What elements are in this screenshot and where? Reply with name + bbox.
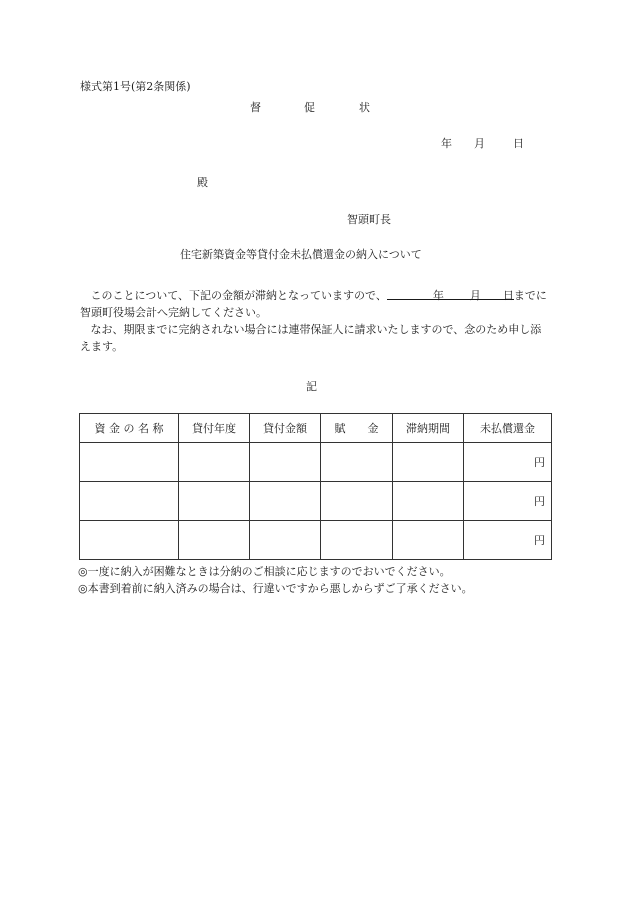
- amounts-table: [79, 413, 552, 560]
- table-row: [80, 443, 552, 482]
- header-installment: 賦 金: [321, 414, 393, 443]
- unpaid-repayment-cell: [464, 482, 552, 521]
- header-loan-amount: 貸付金額: [250, 414, 321, 443]
- header-delinquency-period: 滞納期間: [393, 414, 464, 443]
- loan-year-cell: [179, 521, 250, 560]
- loan-year-cell: [179, 482, 250, 521]
- delinquency-period-cell: [393, 482, 464, 521]
- table-row: [80, 482, 552, 521]
- loan-amount-cell: [250, 443, 321, 482]
- issue-date-line: [441, 137, 524, 151]
- form-number: 様式第1号(第2条関係): [80, 80, 191, 93]
- date-year-label: 年: [441, 137, 452, 150]
- sender-name: 智頭町長: [347, 213, 391, 226]
- due-month-label: 月: [469, 289, 481, 302]
- loan-amount-cell: [250, 521, 321, 560]
- header-unpaid-repayment: 未払償還金: [464, 414, 552, 443]
- due-day-label: 日: [502, 289, 514, 302]
- fund-name-cell: [80, 521, 179, 560]
- note-already-paid: ◎本書到着前に納入済みの場合は、行違いですから悪しからずご了承ください。: [78, 582, 473, 595]
- para1-after: までに智頭町役場会計へ完納してください。: [80, 289, 547, 319]
- fund-name-cell: [80, 482, 179, 521]
- date-month-label: 月: [474, 137, 485, 150]
- body-paragraph-2: [80, 321, 550, 355]
- loan-year-cell: [179, 443, 250, 482]
- delinquency-period-cell: [393, 521, 464, 560]
- addressee-suffix: 殿: [197, 176, 208, 189]
- yen-unit: 円: [534, 495, 545, 508]
- title-char-3: 状: [359, 101, 370, 114]
- header-loan-year: 貸付年度: [179, 414, 250, 443]
- para2-text: なお、期限までに完納されない場合には連帯保証人に請求いたしますので、念のため申し添えます。: [80, 323, 542, 353]
- table-header-row: [80, 414, 552, 443]
- due-year-label: 年: [432, 289, 444, 302]
- note-installment: ◎一度に納入が困難なときは分納のご相談に応じますのでおいでください。: [78, 565, 451, 578]
- loan-amount-cell: [250, 482, 321, 521]
- header-fund-name: 資 金 の 名 称: [80, 414, 179, 443]
- installment-cell: [321, 482, 393, 521]
- title-char-2: 促: [304, 101, 315, 114]
- ki-heading: 記: [306, 380, 317, 393]
- para1-before: このことについて、下記の金額が滞納となっていますので、: [90, 289, 387, 302]
- title-char-1: 督: [250, 101, 261, 114]
- unpaid-repayment-cell: [464, 521, 552, 560]
- document-title: [250, 101, 370, 115]
- due-date-blank: [387, 287, 514, 300]
- date-day-label: 日: [513, 137, 524, 150]
- unpaid-repayment-cell: [464, 443, 552, 482]
- subject-line: 住宅新築資金等貸付金未払償還金の納入について: [180, 248, 422, 261]
- table-row: [80, 521, 552, 560]
- yen-unit: 円: [534, 456, 545, 469]
- yen-unit: 円: [534, 534, 545, 547]
- body-paragraph-1: [80, 287, 550, 321]
- delinquency-period-cell: [393, 443, 464, 482]
- fund-name-cell: [80, 443, 179, 482]
- installment-cell: [321, 443, 393, 482]
- installment-cell: [321, 521, 393, 560]
